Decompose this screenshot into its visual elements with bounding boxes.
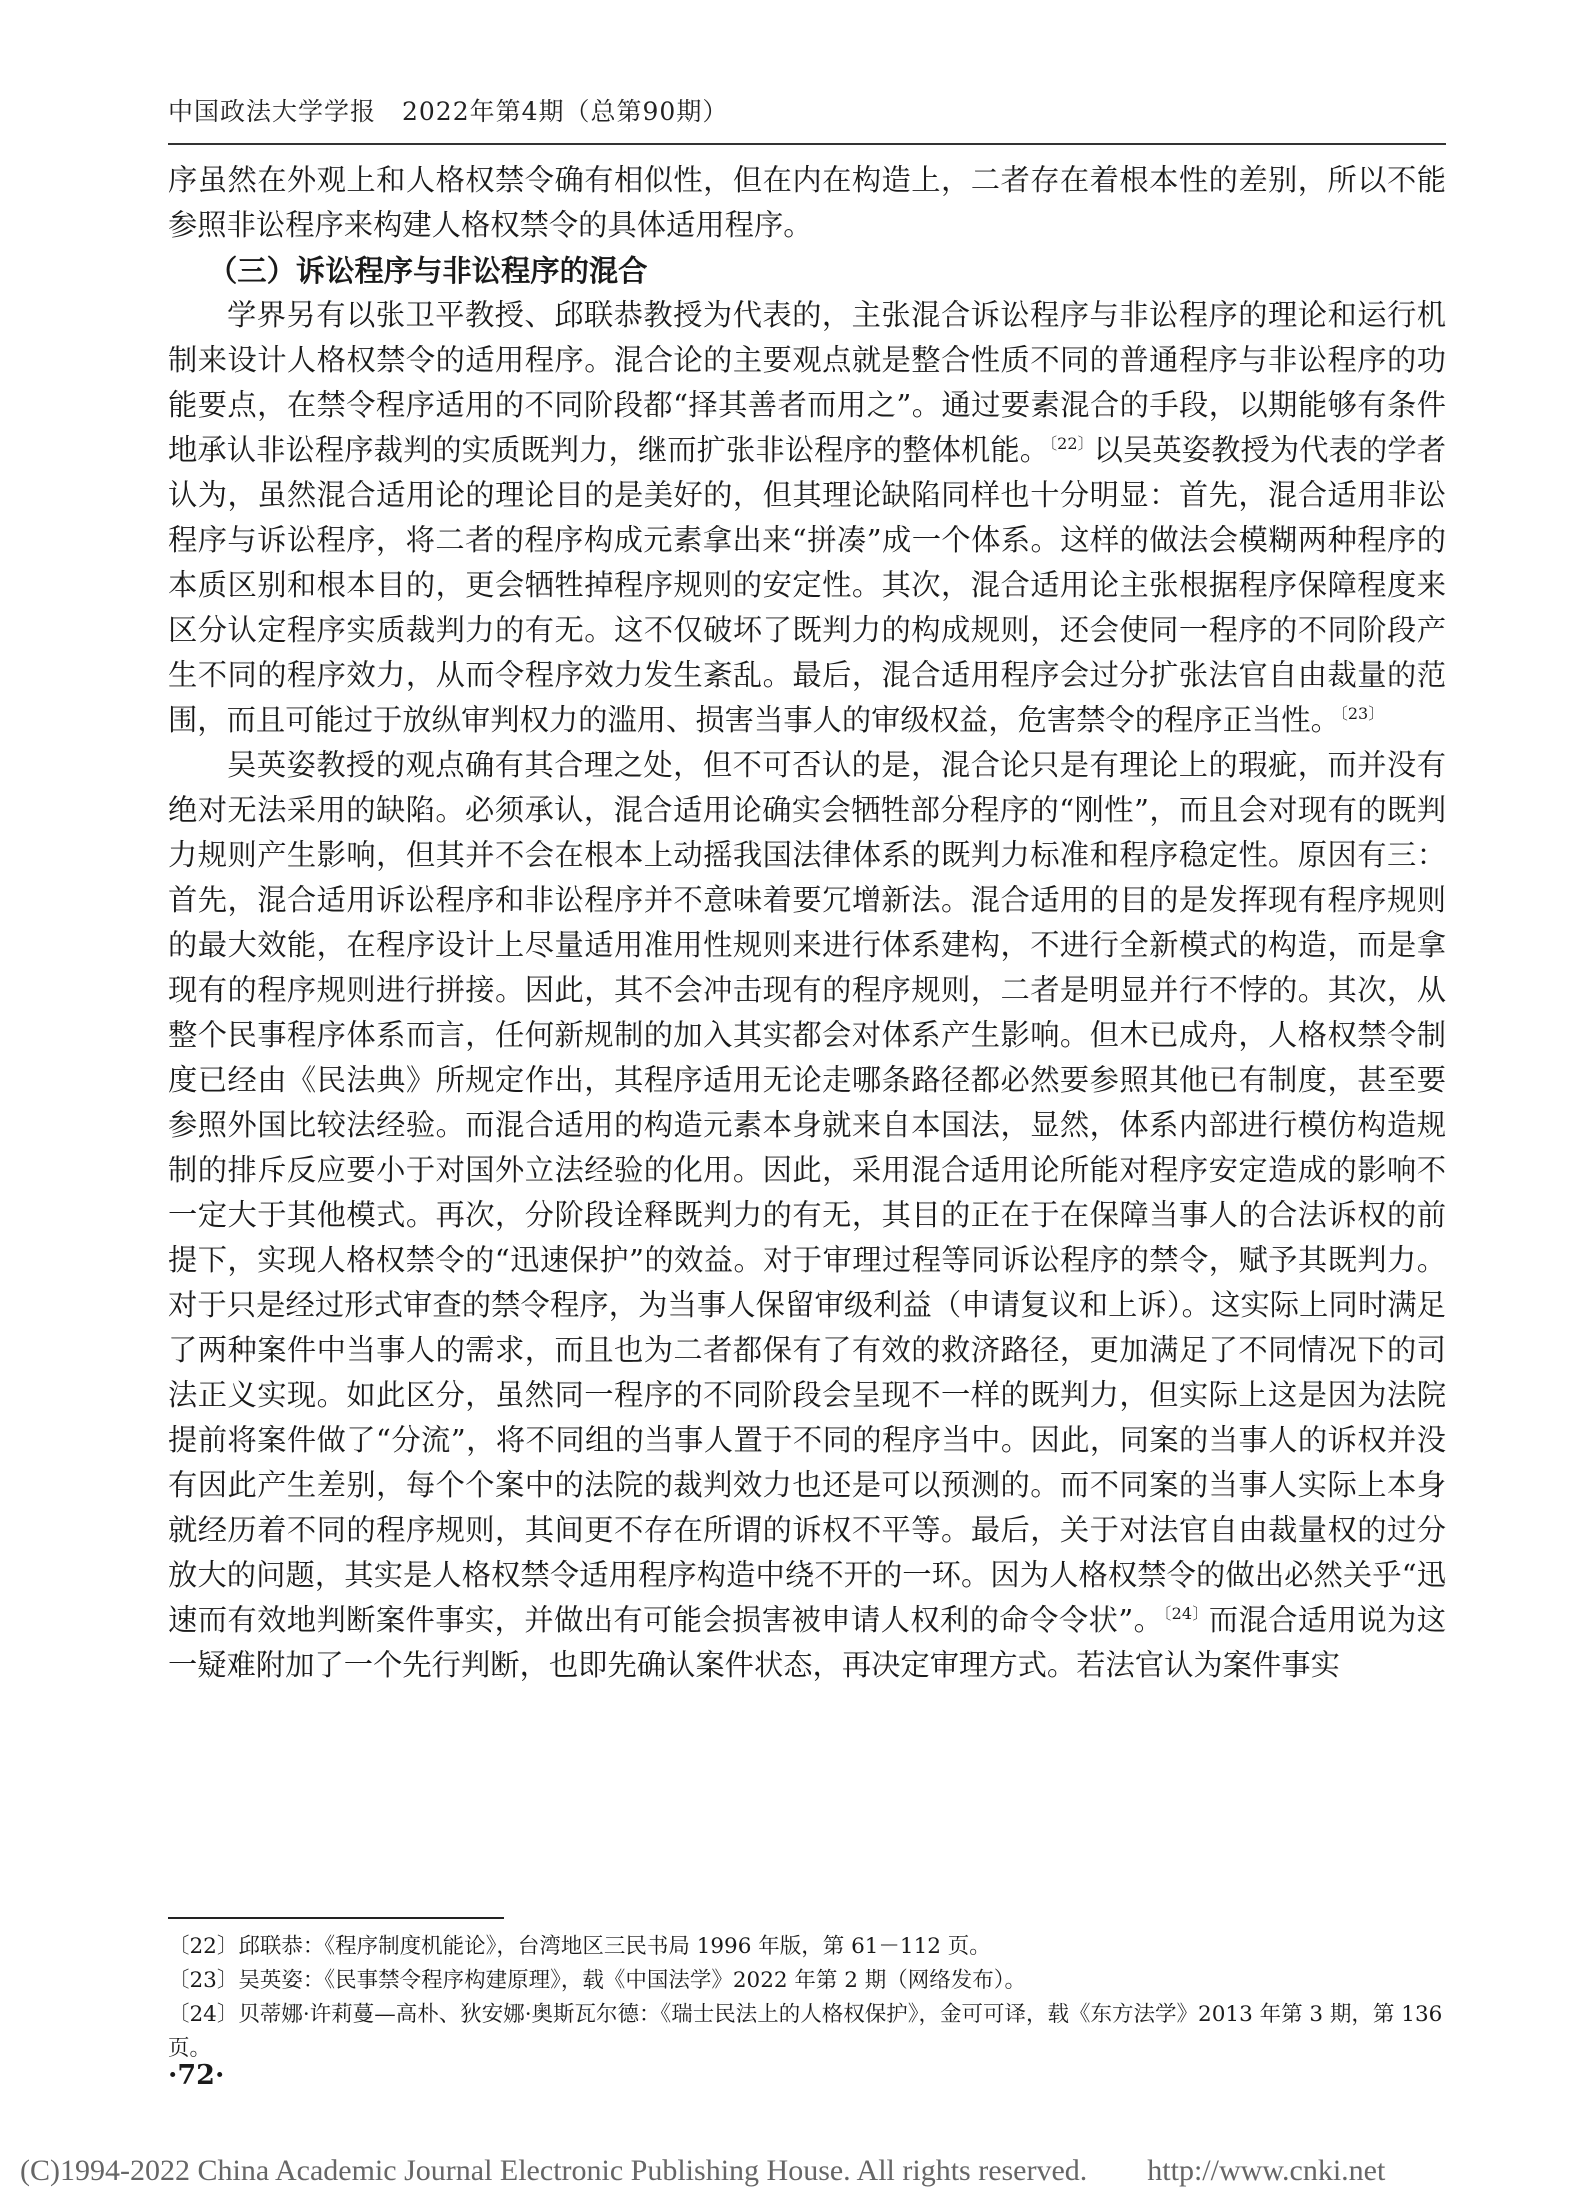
running-header: 中国政法大学学报 2022年第4期（总第90期） (168, 97, 729, 126)
footnote-22: 〔22〕邱联恭：《程序制度机能论》，台湾地区三民书局 1996 年版，第 61－112 页。 (168, 1934, 991, 1959)
footnote-ref-23[interactable]: 〔23〕 (1339, 704, 1385, 724)
paragraph (168, 743, 1446, 1688)
footnote-ref-24[interactable]: 〔24〕 (1163, 1604, 1209, 1624)
section-heading: （三）诉讼程序与非讼程序的混合 (208, 253, 648, 288)
footnotes (168, 1930, 1446, 2066)
paragraph-text: 学界另有以张卫平教授、邱联恭教授为代表的，主张混合诉讼程序与非讼程序的理论和运行机制来设计人格权禁令的适用程序。混合论的主要观点就是整合性质不同的普通程序与非讼程序的功能要点，在禁令程序适用的不同阶段都“择其善者而用之”。通过要素混合的手段，以期能够有条件地承认非讼程序裁判的实质既判力，继而扩张非讼程序的整体机能。 (168, 298, 1446, 467)
footnote-ref-22[interactable]: 〔22〕 (1049, 434, 1094, 454)
paragraph-text: 而混合适用说为这一疑难附加了一个先行判断，也即先确认案件状态，再决定审理方式。若法官认为案件事实 (168, 1603, 1446, 1682)
paragraph (168, 293, 1446, 743)
page-number: ·72· (168, 2060, 225, 2091)
paragraph-text: 以吴英姿教授为代表的学者认为，虽然混合适用论的理论目的是美好的，但其理论缺陷同样也十分明显：首先，混合适用非讼程序与诉讼程序，将二者的程序构成元素拿出来“拼凑”成一个体系。这样的做法会模糊两种程序的本质区别和根本目的，更会牺牲掉程序规则的安定性。其次，混合适用论主张根据程序保障程度来区分认定程序实质裁判力的有无。这不仅破坏了既判力的构成规则，还会使同一程序的不同阶段产生不同的程序效力，从而令程序效力发生紊乱。最后，混合适用程序会过分扩张法官自由裁量的范围，而且可能过于放纵审判权力的滥用、损害当事人的审级权益，危害禁令的程序正当性。 (168, 433, 1446, 737)
paragraph-text: 吴英姿教授的观点确有其合理之处，但不可否认的是，混合论只是有理论上的瑕疵，而并没有绝对无法采用的缺陷。必须承认，混合适用论确实会牺牲部分程序的“刚性”，而且会对现有的既判力规则产生影响，但其并不会在根本上动摇我国法律体系的既判力标准和程序稳定性。原因有三：首先，混合适用诉讼程序和非讼程序并不意味着要冗增新法。混合适用的目的是发挥现有程序规则的最大效能，在程序设计上尽量适用准用性规则来进行体系建构，不进行全新模式的构造，而是拿现有的程序规则进行拼接。因此，其不会冲击现有的程序规则，二者是明显并行不悖的。其次，从整个民事程序体系而言，任何新规制的加入其实都会对体系产生影响。但木已成舟，人格权禁令制度已经由《民法典》所规定作出，其程序适用无论走哪条路径都必然要参照其他已有制度，甚至要参照外国比较法经验。而混合适用的构造元素本身就来自本国法，显然，体系内部进行模仿构造规制的排斥反应要小于对国外立法经验的化用。因此，采用混合适用论所能对程序安定造成的影响不一定大于其他模式。再次，分阶段诠释既判力的有无，其目的正在于在保障当事人的合法诉权的前提下，实现人格权禁令的“迅速保护”的效益。对于审理过程等同诉讼程序的禁令，赋予其既判力。对于只是经过形式审查的禁令程序，为当事人保留审级利益（申请复议和上诉）。这实际上同时满足了两种案件中当事人的需求，而且也为二者都保有了有效的救济路径，更加满足了不同情况下的司法正义实现。如此区分，虽然同一程序的不同阶段会呈现不一样的既判力，但实际上这是因为法院提前将案件做了“分流”，将不同组的当事人置于不同的程序当中。因此，同案的当事人的诉权并没有因此产生差别，每个个案中的法院的裁判效力也还是可以预测的。而不同案的当事人实际上本身就经历着不同的程序规则，其间更不存在所谓的诉权不平等。最后，关于对法官自由裁量权的过分放大的问题，其实是人格权禁令适用程序构造中绕不开的一环。因为人格权禁令的做出必然关乎“迅速而有效地判断案件事实，并做出有可能会损害被申请人权利的命令令状”。 (168, 748, 1446, 1637)
footnote-rule (168, 1917, 504, 1919)
paragraph-continued: 序虽然在外观上和人格权禁令确有相似性，但在内在构造上，二者存在着根本性的差别，所以不能参照非讼程序来构建人格权禁令的具体适用程序。 (168, 163, 1446, 242)
header-rule (168, 143, 1446, 145)
footnote-24: 〔24〕贝蒂娜·许莉蔓—高朴、狄安娜·奥斯瓦尔德：《瑞士民法上的人格权保护》，金可可译，载《东方法学》2013 年第 3 期，第 136 页。 (168, 2002, 1443, 2061)
article-body (168, 158, 1446, 1688)
footnote-23: 〔23〕吴英姿：《民事禁令程序构建原理》，载《中国法学》2022 年第 2 期（网络发布）。 (168, 1968, 1027, 1993)
copyright-line: (C)1994-2022 China Academic Journal Electronic Publishing House. All rights reserved. http://www.cnki.net (20, 2154, 1386, 2187)
